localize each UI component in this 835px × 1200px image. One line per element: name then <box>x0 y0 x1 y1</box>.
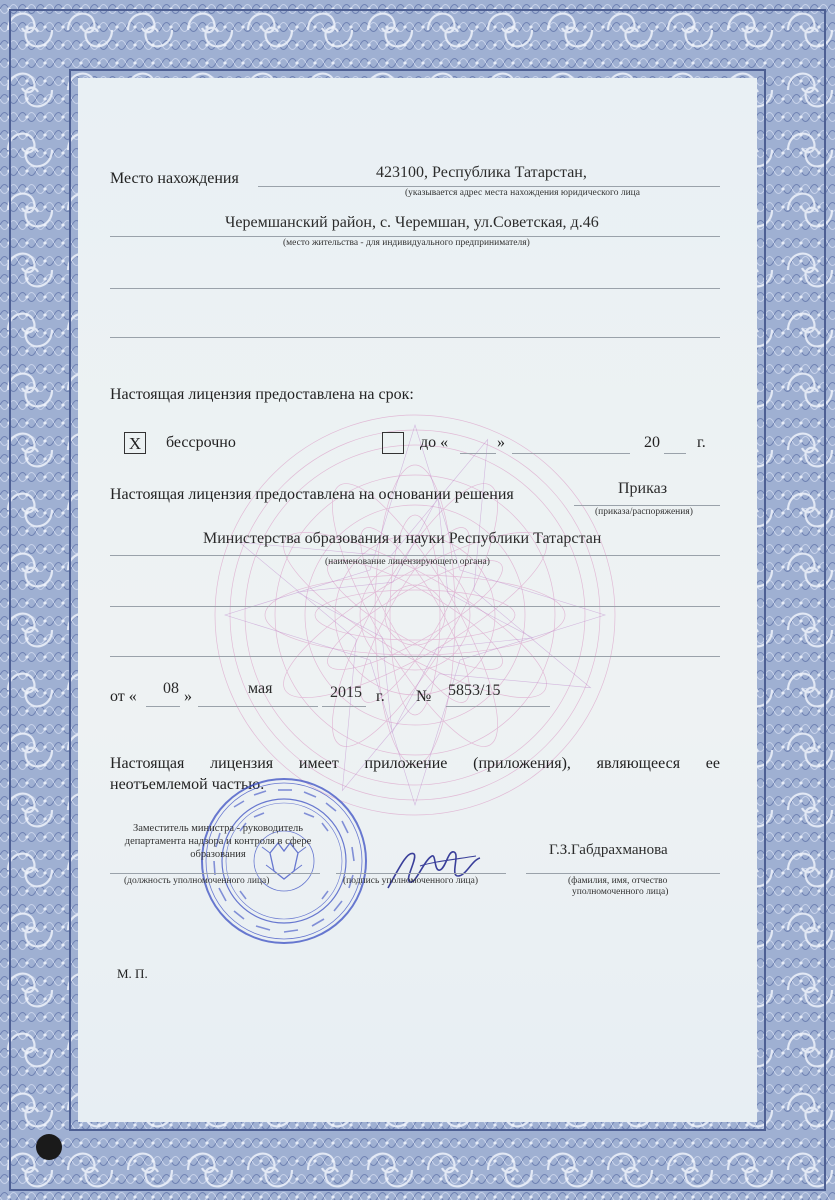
order-year-line <box>322 706 366 707</box>
order-day: 08 <box>163 680 179 697</box>
until-month-line <box>512 453 630 454</box>
blank-line-1 <box>110 288 720 289</box>
punch-hole <box>36 1134 62 1160</box>
decision-caption: (приказа/распоряжения) <box>595 507 693 517</box>
signatory-name: Г.З.Габдрахманова <box>549 842 668 858</box>
name-caption-2: уполномоченного лица) <box>572 887 669 897</box>
until-quote-close: » <box>497 434 505 451</box>
authority-caption: (наименование лицензирующего органа) <box>325 557 490 567</box>
official-seal <box>198 775 370 947</box>
order-number-line <box>446 706 550 707</box>
name-caption-1: (фамилия, имя, отчество <box>568 876 668 886</box>
location-address-line-1: 423100, Республика Татарстан, <box>376 164 587 181</box>
location-line-1 <box>258 186 720 187</box>
name-line <box>526 873 720 874</box>
indefinite-checkbox: X <box>124 432 146 454</box>
authority-line <box>110 555 720 556</box>
indefinite-label: бессрочно <box>166 434 236 451</box>
until-year-suffix: г. <box>697 434 706 451</box>
order-from-label: от « <box>110 688 137 705</box>
signature-caption: (подпись уполномоченного лица) <box>343 876 479 886</box>
position-line <box>110 873 320 874</box>
signature-line <box>336 873 506 874</box>
appendix-text-line-2: неотъемлемой частью. <box>110 776 265 793</box>
order-month: мая <box>248 680 273 697</box>
decision-type-line <box>574 505 720 506</box>
basis-heading: Настоящая лицензия предоставлена на основании решения <box>110 486 514 503</box>
location-caption-2: (место жительства - для индивидуального предпринимателя) <box>283 238 530 248</box>
until-label: до « <box>420 434 449 451</box>
seal-place-label: М. П. <box>117 966 148 981</box>
location-label: Место нахождения <box>110 170 239 187</box>
order-number: 5853/15 <box>448 682 501 699</box>
location-caption-1: (указывается адрес места нахождения юридического лица <box>405 188 640 198</box>
term-heading: Настоящая лицензия предоставлена на срок: <box>110 386 414 403</box>
order-day-line <box>146 706 180 707</box>
until-day-line <box>460 453 496 454</box>
location-address-line-2: Черемшанский район, с. Черемшан, ул.Советская, д.46 <box>225 214 599 231</box>
order-quote-close: » <box>184 688 192 705</box>
blank-line-3 <box>110 606 720 607</box>
order-year-suffix: г. <box>376 688 385 705</box>
blank-line-4 <box>110 656 720 657</box>
until-year-prefix: 20 <box>644 434 660 451</box>
until-year-line <box>664 453 686 454</box>
handwritten-signature <box>380 836 490 896</box>
order-number-sign: № <box>416 688 432 705</box>
signatory-position: Заместитель министра - руководитель департамента надзора и контроля в сфере образования <box>124 823 312 860</box>
order-year: 2015 <box>330 684 362 701</box>
order-month-line <box>198 706 318 707</box>
position-caption: (должность уполномоченного лица) <box>124 876 270 886</box>
blank-line-2 <box>110 337 720 338</box>
location-line-2 <box>110 236 720 237</box>
licensing-authority: Министерства образования и науки Республики Татарстан <box>203 530 602 547</box>
until-checkbox <box>382 432 404 454</box>
appendix-text-line-1: Настоящая лицензия имеет приложение (приложения), являющееся ее <box>110 755 720 772</box>
decision-type: Приказ <box>618 480 668 497</box>
